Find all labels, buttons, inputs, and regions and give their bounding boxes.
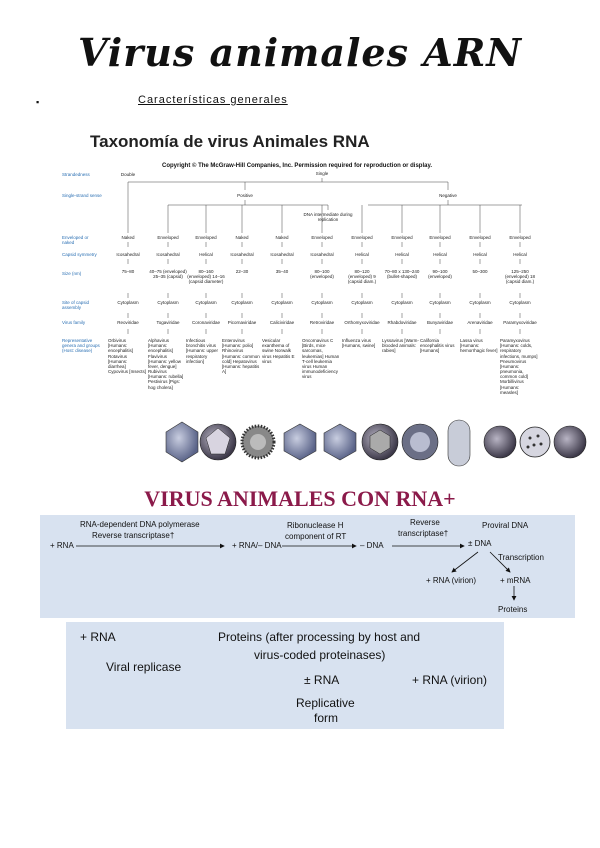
tax-col-3-examples: Enterovirus [Humans: polio] Rhinovirus [Humans: common cold] Hepatovirus [Humans: hepatitis A] (222, 338, 260, 375)
tax-col-6-family: Orthomyxoviridae (344, 320, 380, 325)
bullet-marker: ▪ (36, 97, 40, 107)
tax-col-4-site: Cytoplasm (271, 300, 293, 305)
tax-col-5-size: 80–100 (enveloped) (310, 269, 334, 280)
tax-col-10-env: Enveloped (509, 235, 531, 240)
tax-col-10-examples: Paramyxovirus [Humans: colds, respiratory infections, mumps] Pneumovirus [Humans: pneumonia, common cold] Morbillivirus [Humans: measles] (500, 338, 538, 395)
d2-pm-rna: ± RNA (304, 673, 340, 687)
tax-col-7-site: Cytoplasm (391, 300, 413, 305)
row-label-strandedness: Strandedness (62, 172, 90, 177)
tax-col-7-examples: Lyssavirus [Warm-blooded animals: rabies] (382, 338, 419, 354)
row-label-symmetry: Capsid symmetry (62, 252, 97, 257)
tax-col-10-size: 125–250 (enveloped) 18 (capsid diam.) (504, 269, 536, 285)
tax-col-2-sym: Helical (199, 252, 213, 257)
tax-col-2-family: Coronaviridae (191, 320, 220, 325)
d1-transcription: Transcription (498, 553, 544, 562)
tax-col-9-size: 50–300 (472, 269, 488, 274)
d1-enzyme1b: Reverse transcriptase† (92, 531, 175, 540)
tax-col-0-site: Cytoplasm (117, 300, 139, 305)
tax-col-2-size: 80–160 (enveloped) 14–16 (capsid diameter) (187, 269, 225, 285)
tax-col-1-sym: Icosahedral (156, 252, 180, 257)
tax-col-3-family: Picornaviridae (227, 320, 257, 325)
tax-col-1-examples: Alphavirus [Humans: encephalitis] Flavivirus [Humans: yellow fever, dengue] Rubivirus [Humans: rubella] Pestivirus [Pigs: hog cholera] (148, 338, 184, 390)
tax-col-3-site: Cytoplasm (231, 300, 253, 305)
tax-col-8-family: Bunyaviridae (426, 320, 453, 325)
tax-col-1-family: Togaviridae (156, 320, 180, 325)
tax-col-5-examples: Oncornavirus C [Birds, mice sarcomas, leukemias] Human T-cell leukemia virus Human immunodeficiency virus (302, 338, 340, 380)
row-label-family: Virus family (62, 320, 86, 325)
tax-col-0-size: 75–80 (121, 269, 135, 274)
tree-single: Single (315, 171, 329, 176)
tax-col-6-env: Enveloped (351, 235, 373, 240)
tax-col-9-family: Arenaviridae (467, 320, 493, 325)
d1-rt2: Reverse (410, 518, 440, 527)
tax-col-7-family: Rhabdoviridae (387, 320, 417, 325)
tax-col-7-sym: Helical (395, 252, 409, 257)
row-label-site: Site of capsid assembly (62, 300, 90, 311)
tree-positive: Positive (237, 193, 253, 198)
tax-col-6-examples: Influenza virus [Humans, swine] (342, 338, 376, 349)
taxonomy-title: Taxonomía de virus Animales RNA (90, 132, 370, 151)
tax-col-3-size: 22–30 (235, 269, 249, 274)
tax-col-5-site: Cytoplasm (311, 300, 333, 305)
row-label-envelope: Enveloped or naked (62, 235, 89, 246)
tax-col-4-examples: Vesicular exanthema of swine Norwalk virus Hepatitis E virus (262, 338, 295, 364)
tax-col-6-size: 80–120 (enveloped) 9 (capsid diam.) (347, 269, 377, 285)
tree-negative: Negative (439, 193, 457, 198)
tax-col-8-sym: Helical (433, 252, 447, 257)
tax-col-5-env: Enveloped (311, 235, 333, 240)
d2-replicative: Replicative (296, 696, 355, 710)
tax-col-1-site: Cytoplasm (157, 300, 179, 305)
tax-col-9-env: Enveloped (469, 235, 491, 240)
tax-col-8-examples: California encephalitis virus [Humans] (420, 338, 455, 354)
tax-col-7-env: Enveloped (391, 235, 413, 240)
tax-col-1-size: 40–75 (enveloped) 25–35 (capsid) (149, 269, 187, 280)
rna-plus-title: VIRUS ANIMALES CON RNA+ (144, 486, 456, 511)
d1-rt2b: transcriptase† (398, 529, 449, 538)
d1-rnase-b: component of RT (285, 532, 347, 541)
tax-col-7-size: 70–80 x 130–240 (bullet-shaped) (384, 269, 420, 280)
tree-dna-intermediate: DNA intermediate during replication (303, 212, 353, 223)
tax-col-5-family: Retroviridae (309, 320, 335, 325)
tax-col-9-examples: Lassa virus [Humans: hemorrhagic fever] (460, 338, 498, 354)
d1-proteins: Proteins (498, 605, 528, 614)
tax-col-6-sym: Helical (355, 252, 369, 257)
page-title: Virus animales ARN (77, 30, 523, 75)
tax-col-8-env: Enveloped (429, 235, 451, 240)
tax-col-2-env: Enveloped (195, 235, 217, 240)
d1-pm-dna: ± DNA (468, 539, 492, 548)
tax-col-0-examples: Orbivirus [Humans: encephalitis] Rotavirus [Humans: diarrhea] Cypovirus [Insects] (108, 338, 147, 375)
tax-col-6-site: Cytoplasm (351, 300, 373, 305)
d1-proviral: Proviral DNA (482, 521, 529, 530)
d1-minus-dna: – DNA (360, 541, 384, 550)
tax-col-1-env: Enveloped (157, 235, 179, 240)
row-label-examples: Representative genera and groups (Host: disease) (62, 338, 100, 354)
tax-col-4-family: Caliciviridae (269, 320, 295, 325)
d1-enzyme1: RNA-dependent DNA polymerase (80, 520, 200, 529)
tax-col-8-size: 90–100 (enveloped) (428, 269, 452, 280)
tax-col-10-site: Cytoplasm (509, 300, 531, 305)
tax-col-4-size: 35–40 (275, 269, 289, 274)
tax-col-0-sym: Icosahedral (116, 252, 140, 257)
d1-virion: + RNA (virion) (426, 576, 477, 585)
d2-form: form (314, 711, 338, 725)
d1-plus-rna: + RNA (50, 541, 74, 550)
tree-double: Double (120, 172, 136, 177)
d2-virion: + RNA (virion) (412, 673, 488, 687)
tax-col-5-sym: Icosahedral (310, 252, 334, 257)
d2-plus-rna: + RNA (80, 630, 116, 644)
d1-mrna: + mRNA (500, 576, 531, 585)
d2-replicase: Viral replicase (106, 660, 182, 674)
tax-col-10-family: Paramyxoviridae (503, 320, 537, 325)
tax-col-9-site: Cytoplasm (469, 300, 491, 305)
tax-col-0-env: Naked (121, 235, 135, 240)
d2-proteins-b: virus-coded proteinases) (254, 648, 386, 662)
row-label-sense: Single-strand sense (62, 193, 102, 198)
tax-col-0-family: Reoviridae (117, 320, 139, 325)
tax-col-3-env: Naked (235, 235, 249, 240)
tax-col-4-sym: Icosahedral (270, 252, 294, 257)
section-subtitle: Características generales (138, 94, 288, 106)
tax-col-8-site: Cytoplasm (429, 300, 451, 305)
d1-rna-dna: + RNA/– DNA (232, 541, 282, 550)
tax-col-2-examples: Infectious bronchitis virus [Humans: upper respiratory infection] (186, 338, 219, 364)
tax-col-4-env: Naked (275, 235, 289, 240)
copyright-notice: Copyright © The McGraw-Hill Companies, Inc. Permission required for reproduction or display. (162, 163, 433, 169)
row-label-size: Size (nm) (62, 271, 82, 276)
tax-col-9-sym: Helical (473, 252, 487, 257)
tax-col-3-sym: Icosahedral (230, 252, 254, 257)
tax-col-10-sym: Helical (513, 252, 527, 257)
d1-rnase: Ribonuclease H (287, 521, 344, 530)
d2-proteins: Proteins (after processing by host and (218, 630, 421, 644)
tax-col-2-site: Cytoplasm (195, 300, 217, 305)
